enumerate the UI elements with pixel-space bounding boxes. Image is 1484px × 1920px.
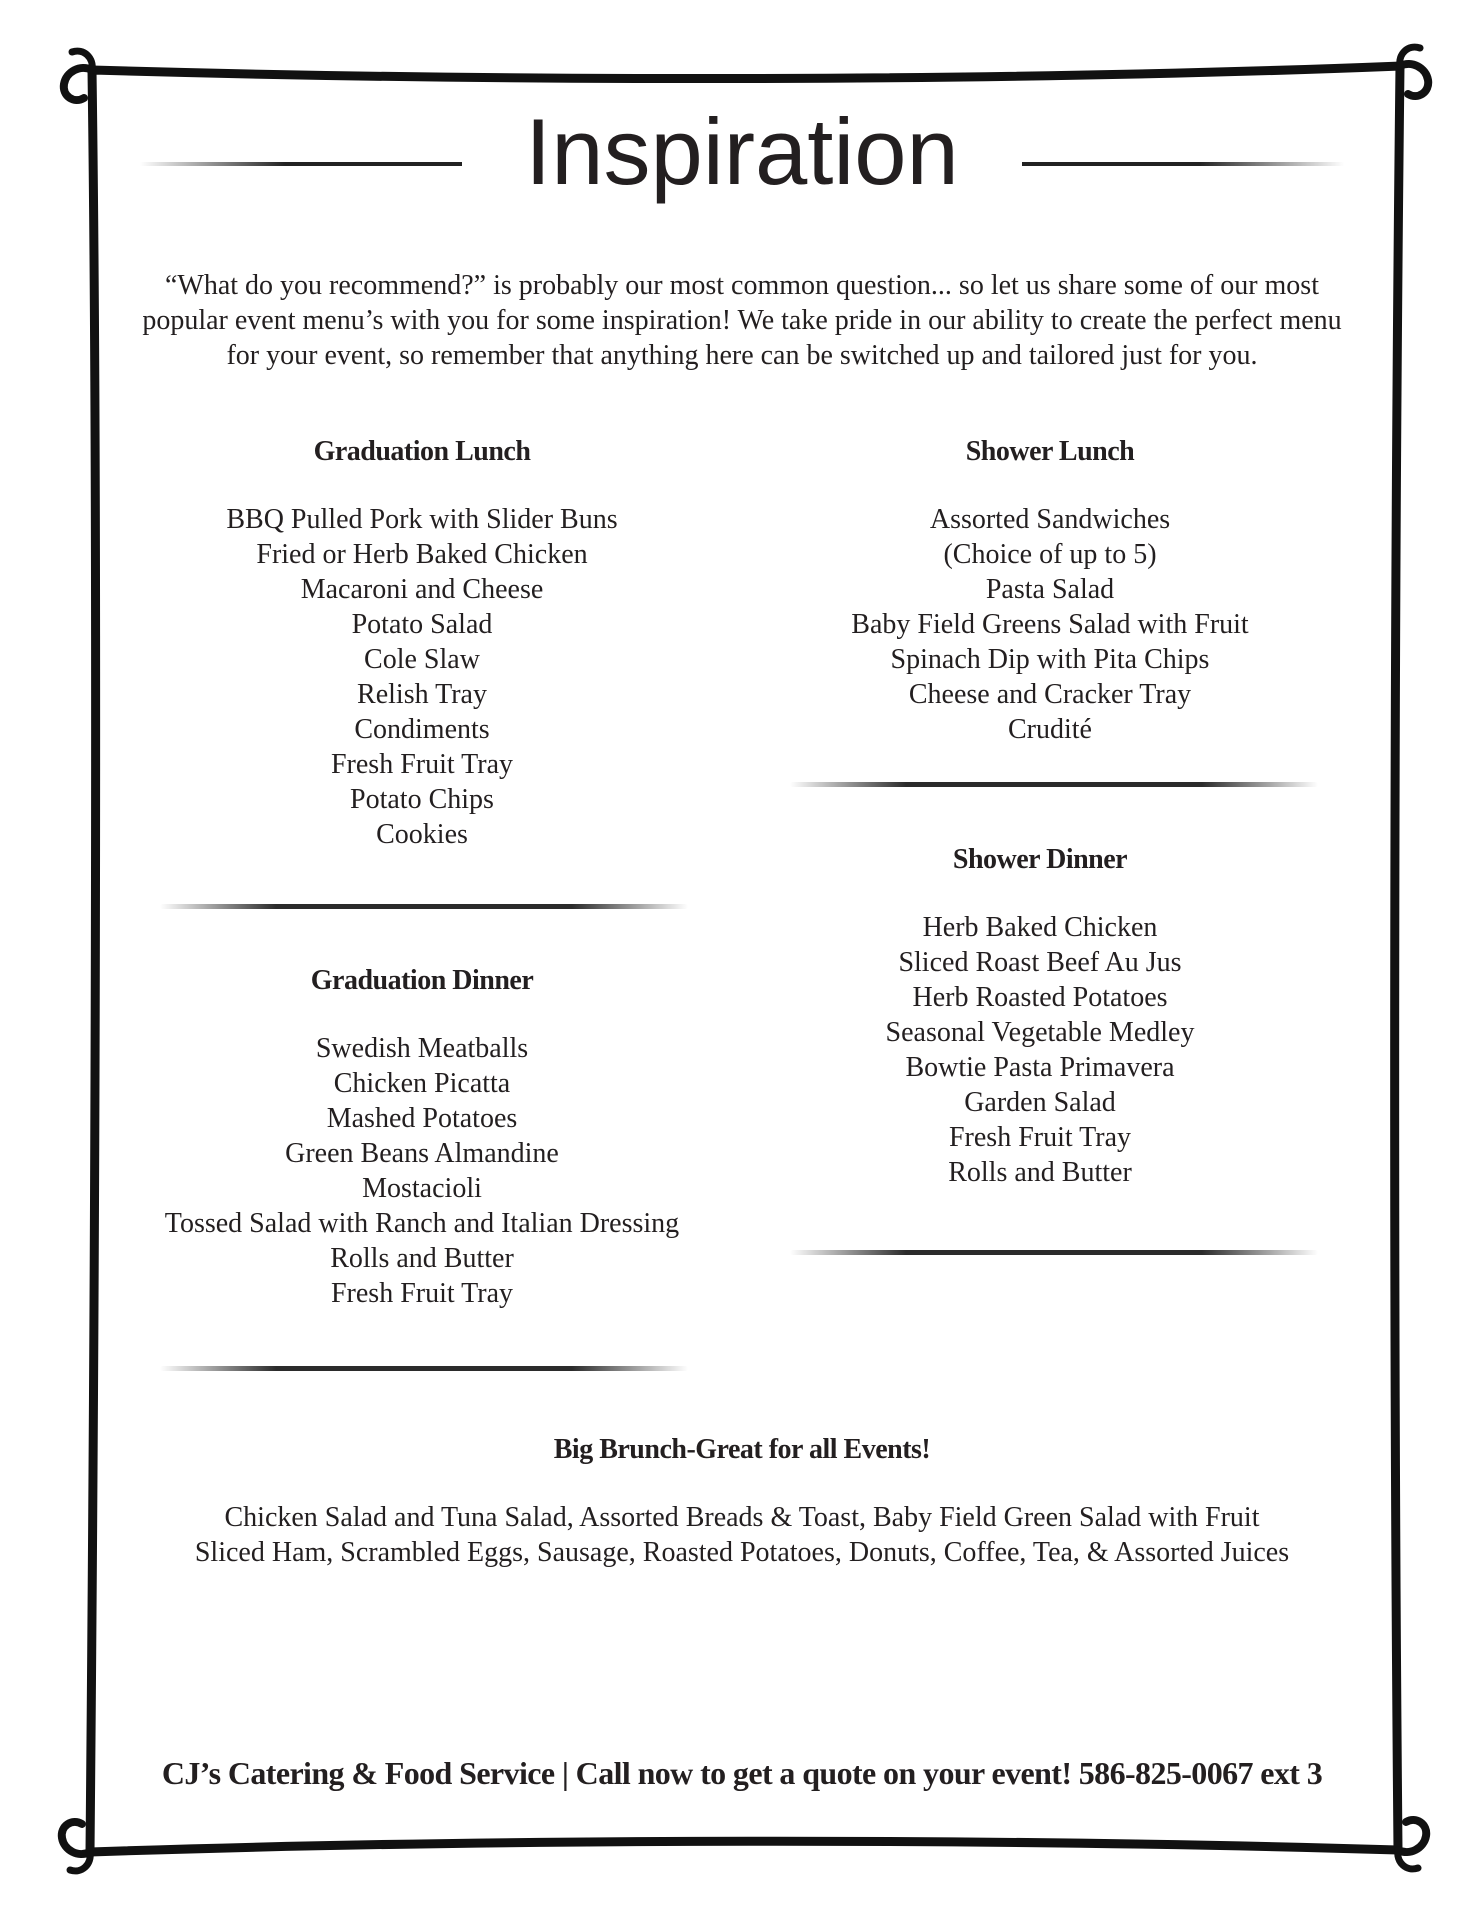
shower-dinner-section bbox=[790, 840, 1290, 1190]
menu-item: Bowtie Pasta Primavera bbox=[905, 1052, 1175, 1083]
shower-lunch-section bbox=[790, 432, 1310, 747]
menu-item: Herb Roasted Potatoes bbox=[912, 982, 1168, 1013]
graduation-dinner-list bbox=[146, 1031, 698, 1311]
menu-item: Potato Salad bbox=[351, 609, 493, 640]
menu-item: Tossed Salad with Ranch and Italian Dressing bbox=[164, 1208, 680, 1239]
menu-item: BBQ Pulled Pork with Slider Buns bbox=[226, 504, 618, 535]
menu-item: Cookies bbox=[376, 819, 468, 850]
menu-item: Crudité bbox=[1008, 714, 1092, 745]
menu-item: Chicken Picatta bbox=[333, 1068, 511, 1099]
menu-item: Baby Field Greens Salad with Fruit bbox=[851, 609, 1249, 640]
menu-item: Cole Slaw bbox=[364, 644, 480, 675]
menu-item: Fresh Fruit Tray bbox=[330, 749, 514, 780]
menu-item: Mostacioli bbox=[362, 1173, 482, 1204]
menu-item: Macaroni and Cheese bbox=[300, 574, 544, 605]
shower-dinner-list bbox=[790, 910, 1290, 1190]
divider bbox=[160, 904, 688, 909]
menu-item: Assorted Sandwiches bbox=[929, 504, 1171, 535]
menu-item: Pasta Salad bbox=[985, 574, 1115, 605]
graduation-lunch-heading: Graduation Lunch bbox=[313, 436, 531, 467]
menu-item: Swedish Meatballs bbox=[315, 1033, 529, 1064]
divider bbox=[790, 1250, 1318, 1255]
footer-contact: CJ’s Catering & Food Service | Call now to get a quote on your event! 586-825-0067 ext 3 bbox=[161, 1755, 1323, 1791]
menu-item: Seasonal Vegetable Medley bbox=[885, 1017, 1195, 1048]
menu-item: Cheese and Cracker Tray bbox=[908, 679, 1192, 710]
menu-item: Fried or Herb Baked Chicken bbox=[256, 539, 588, 570]
graduation-dinner-section bbox=[146, 961, 698, 1311]
divider bbox=[790, 782, 1318, 787]
menu-item: Sliced Roast Beef Au Jus bbox=[898, 947, 1182, 978]
graduation-lunch-list bbox=[146, 502, 698, 852]
menu-item: Potato Chips bbox=[350, 784, 494, 815]
menu-item: (Choice of up to 5) bbox=[943, 539, 1157, 570]
menu-item: Fresh Fruit Tray bbox=[330, 1278, 514, 1309]
menu-item: Spinach Dip with Pita Chips bbox=[890, 644, 1210, 675]
graduation-lunch-section bbox=[146, 432, 698, 852]
menu-item: Garden Salad bbox=[964, 1087, 1116, 1118]
big-brunch-section bbox=[120, 1430, 1364, 1570]
menu-item: Condiments bbox=[354, 714, 490, 745]
shower-lunch-heading: Shower Lunch bbox=[965, 436, 1135, 467]
menu-item: Fresh Fruit Tray bbox=[948, 1122, 1132, 1153]
shower-dinner-heading: Shower Dinner bbox=[952, 844, 1128, 875]
divider bbox=[160, 1366, 688, 1371]
brunch-line: Chicken Salad and Tuna Salad, Assorted Breads & Toast, Baby Field Green Salad with Fruit bbox=[224, 1502, 1260, 1533]
menu-item: Mashed Potatoes bbox=[326, 1103, 518, 1134]
intro-paragraph: “What do you recommend?” is probably our most common question... so let us share some of our most popular event menu’s with you for some inspiration! We take pride in our ability to create the perfect menu for your event, so remember that anything here can be switched up and tailored just for you. bbox=[142, 270, 1342, 371]
menu-item: Herb Baked Chicken bbox=[922, 912, 1158, 943]
big-brunch-menu bbox=[120, 1500, 1364, 1570]
menu-item: Rolls and Butter bbox=[948, 1157, 1132, 1188]
big-brunch-heading: Big Brunch-Great for all Events! bbox=[553, 1434, 931, 1465]
menu-item: Relish Tray bbox=[357, 679, 487, 710]
shower-lunch-list bbox=[790, 502, 1310, 747]
graduation-dinner-heading: Graduation Dinner bbox=[310, 965, 534, 996]
brunch-line: Sliced Ham, Scrambled Eggs, Sausage, Roasted Potatoes, Donuts, Coffee, Tea, & Assorted Juices bbox=[194, 1537, 1290, 1568]
menu-item: Green Beans Almandine bbox=[285, 1138, 559, 1169]
menu-item: Rolls and Butter bbox=[330, 1243, 514, 1274]
page-title: Inspiration bbox=[525, 99, 959, 204]
